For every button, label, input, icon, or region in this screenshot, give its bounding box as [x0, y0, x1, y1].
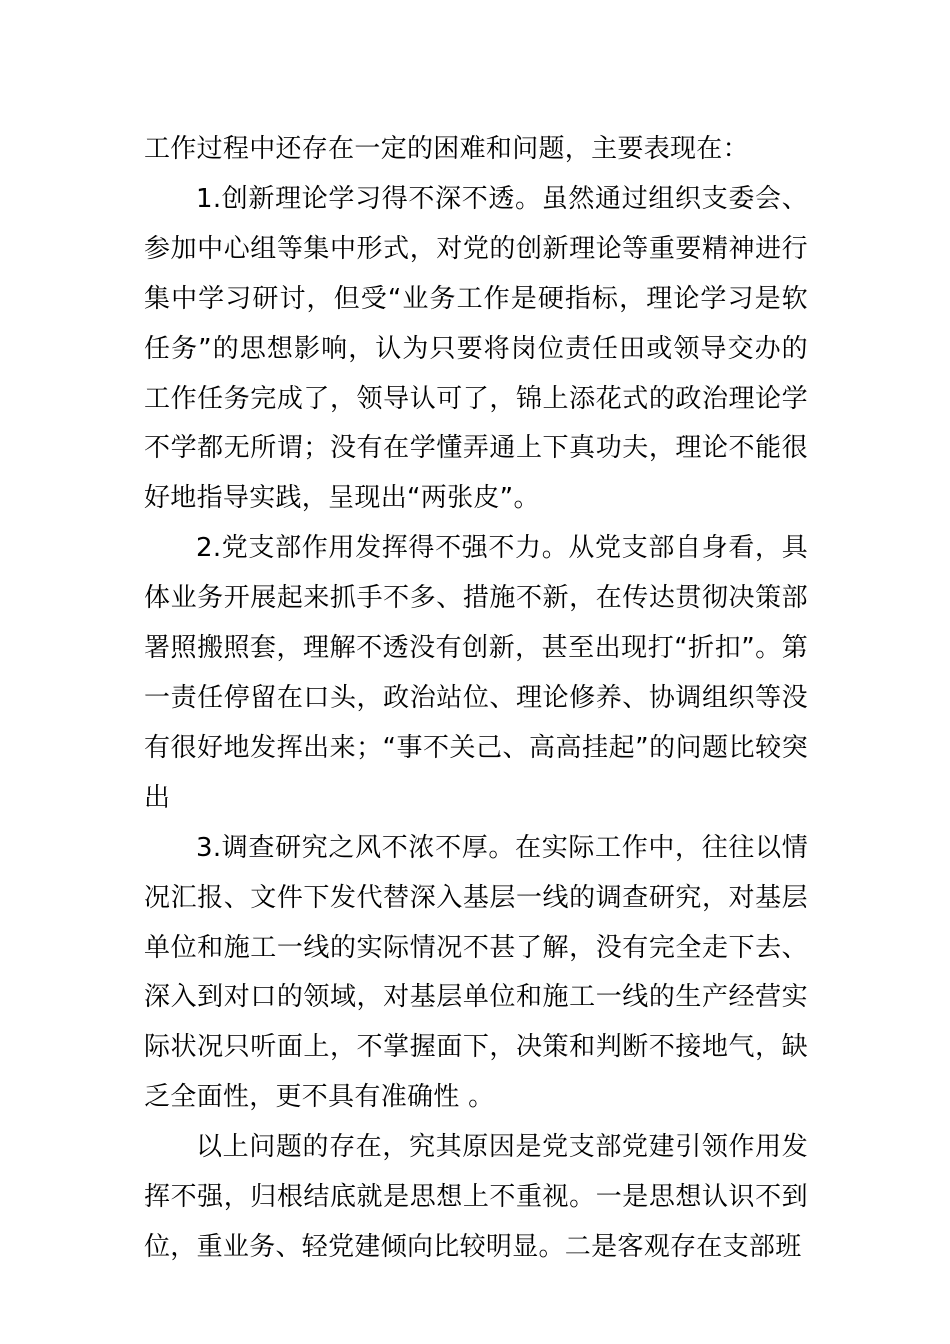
document-body [144, 125, 808, 1273]
paragraph-item-3: 3.调查研究之风不浓不厚。在实际工作中，往往以情况汇报、文件下发代替深入基层一线的调查研究，对基层单位和施工一线的实际情况不甚了解，没有完全走下去、深入到对口的领域，对基层单位和施工一线的生产经营实际状况只听面上，不掌握面下，决策和判断不接地气，缺乏全面性，更不具有准确性 。 [144, 832, 808, 1113]
paragraph-intro: 工作过程中还存在一定的困难和问题，主要表现在： [144, 134, 749, 164]
paragraph-item-1: 1.创新理论学习得不深不透。虽然通过组织支委会、参加中心组等集中形式，对党的创新理论等重要精神进行集中学习研讨，但受“业务工作是硬指标，理论学习是软任务”的思想影响，认为只要将岗位责任田或领导交办的工作任务完成了，领导认可了，锦上添花式的政治理论学不学都无所谓；没有在学懂弄通上下真功夫，理论不能很好地指导实践，呈现出“两张皮”。 [144, 183, 808, 514]
paragraph-item-2: 2.党支部作用发挥得不强不力。从党支部自身看，具体业务开展起来抓手不多、措施不新，在传达贯彻决策部署照搬照套，理解不透没有创新，甚至出现打“折扣”。第一责任停留在口头，政治站位、理论修养、协调组织等没有很好地发挥出来；“事不关己、高高挂起”的问题比较突出 [144, 533, 808, 813]
paragraph-analysis: 以上问题的存在，究其原因是党支部党建引领作用发挥不强，归根结底就是思想上不重视。一是思想认识不到位，重业务、轻党建倾向比较明显。二是客观存在支部班 [144, 1132, 808, 1262]
